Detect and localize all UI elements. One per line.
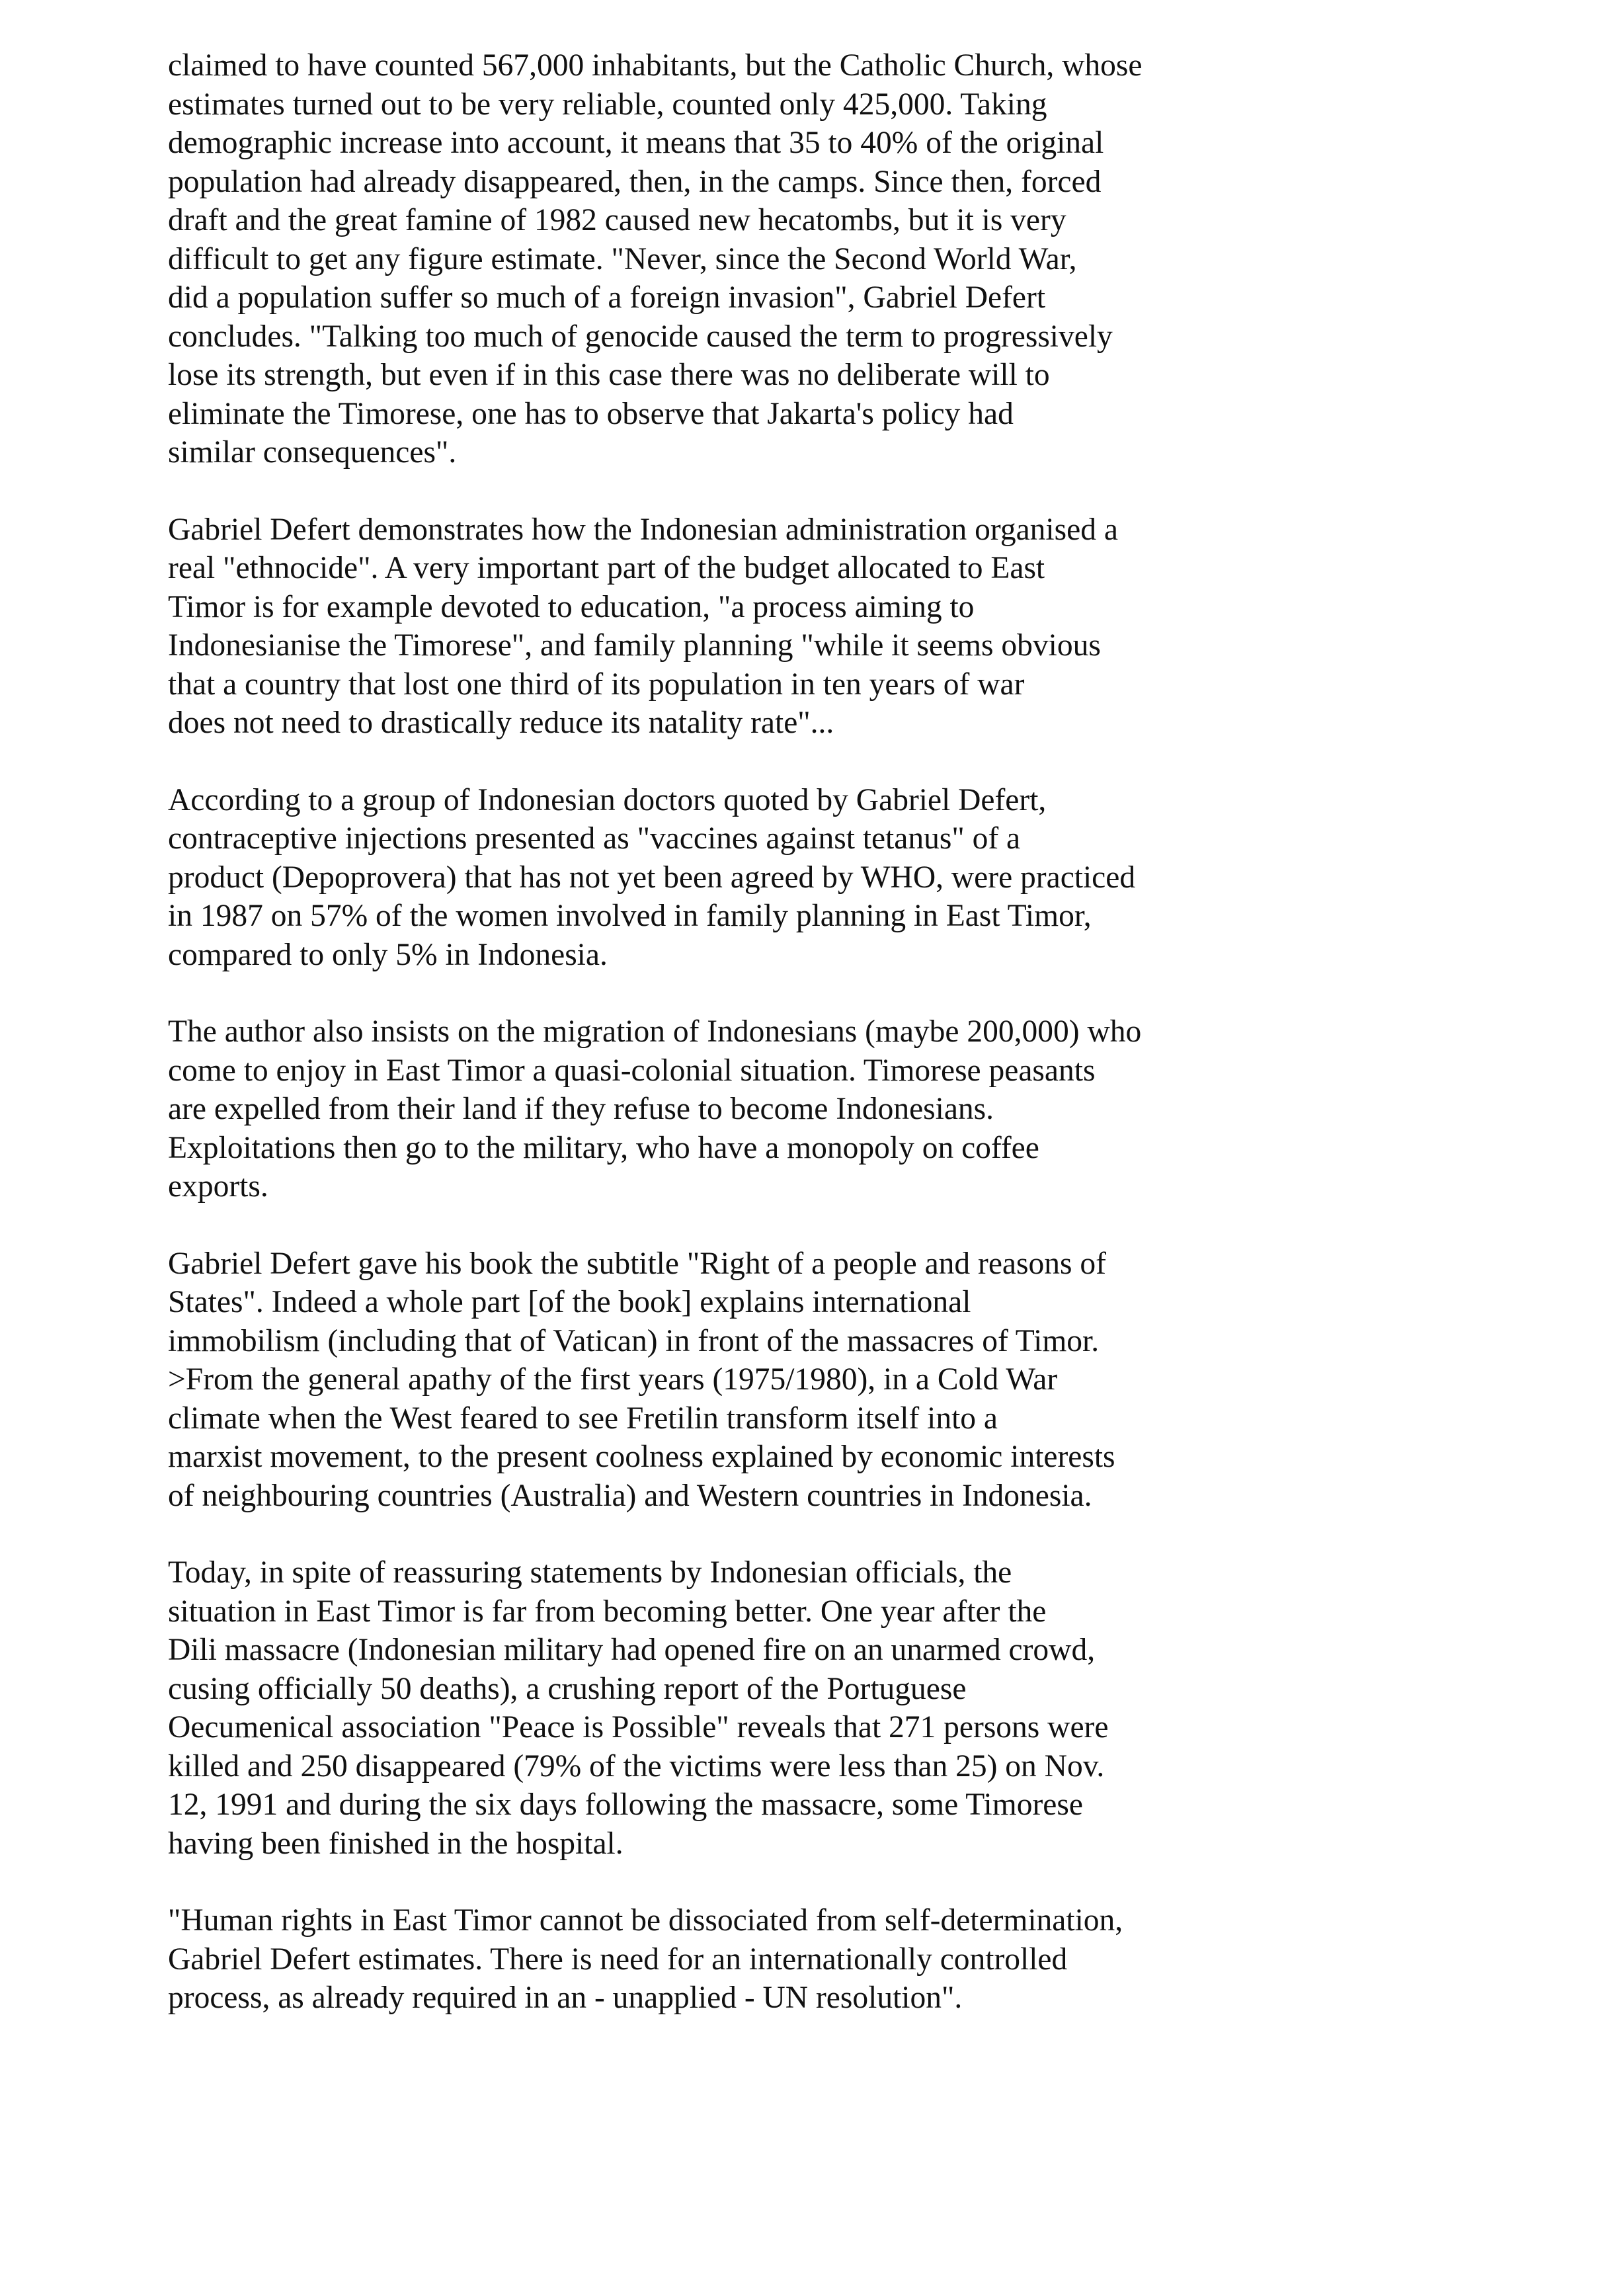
text-line: real "ethnocide". A very important part of the budget allocated to East <box>168 551 1045 585</box>
text-line: compared to only 5% in Indonesia. <box>168 937 608 972</box>
text-line: draft and the great famine of 1982 caused new hecatombs, but it is very <box>168 203 1066 237</box>
text-line: Timor is for example devoted to education, "a process aiming to <box>168 589 975 624</box>
text-line: in 1987 on 57% of the women involved in family planning in East Timor, <box>168 899 1092 933</box>
text-line: cusing officially 50 deaths), a crushing report of the Portuguese <box>168 1671 967 1706</box>
text-line: Today, in spite of reassuring statements by Indonesian officials, the <box>168 1555 1012 1590</box>
text-line: situation in East Timor is far from becoming better. One year after the <box>168 1594 1047 1629</box>
paragraph <box>168 1245 1490 1516</box>
text-line: demographic increase into account, it means that 35 to 40% of the original <box>168 126 1104 160</box>
text-line: that a country that lost one third of its population in ten years of war <box>168 667 1025 702</box>
text-line: concludes. "Talking too much of genocide caused the term to progressively <box>168 319 1113 354</box>
text-line: are expelled from their land if they refuse to become Indonesians. <box>168 1092 994 1126</box>
text-line: killed and 250 disappeared (79% of the victims were less than 25) on Nov. <box>168 1748 1105 1784</box>
text-line: Gabriel Defert demonstrates how the Indonesian administration organised a <box>168 512 1118 547</box>
text-line: immobilism (including that of Vatican) in front of the massacres of Timor. <box>168 1323 1100 1358</box>
text-line: claimed to have counted 567,000 inhabitants, but the Catholic Church, whose <box>168 48 1143 83</box>
text-line: Dili massacre (Indonesian military had opened fire on an unarmed crowd, <box>168 1633 1096 1667</box>
text-line: lose its strength, but even if in this case there was no deliberate will to <box>168 358 1050 392</box>
text-line: Indonesianise the Timorese", and family planning "while it seems obvious <box>168 628 1101 663</box>
text-line: does not need to drastically reduce its natality rate"... <box>168 706 834 740</box>
text-line: difficult to get any figure estimate. "Never, since the Second World War, <box>168 241 1077 276</box>
text-line: did a population suffer so much of a foreign invasion", Gabriel Defert <box>168 280 1046 315</box>
text-line: contraceptive injections presented as "vaccines against tetanus" of a <box>168 821 1021 856</box>
text-line: Gabriel Defert gave his book the subtitle "Right of a people and reasons of <box>168 1246 1106 1281</box>
text-line: eliminate the Timorese, one has to observe that Jakarta's policy had <box>168 396 1014 431</box>
paragraph <box>168 511 1490 743</box>
text-line: Oecumenical association "Peace is Possible" reveals that 271 persons were <box>168 1710 1109 1744</box>
text-line: marxist movement, to the present coolness explained by economic interests <box>168 1440 1115 1474</box>
text-line: estimates turned out to be very reliable, counted only 425,000. Taking <box>168 87 1047 122</box>
text-line: population had already disappeared, then, in the camps. Since then, forced <box>168 164 1102 199</box>
paragraph <box>168 781 1490 975</box>
text-line: exports. <box>168 1169 268 1204</box>
paragraph <box>168 1553 1490 1863</box>
text-line: The author also insists on the migration of Indonesians (maybe 200,000) who <box>168 1014 1142 1049</box>
text-line: States". Indeed a whole part [of the book] explains international <box>168 1285 971 1319</box>
text-line: Exploitations then go to the military, who have a monopoly on coffee <box>168 1130 1039 1165</box>
text-line: >From the general apathy of the first years (1975/1980), in a Cold War <box>168 1362 1058 1397</box>
text-line: product (Depoprovera) that has not yet been agreed by WHO, were practiced <box>168 860 1136 895</box>
text-line: come to enjoy in East Timor a quasi-colonial situation. Timorese peasants <box>168 1053 1096 1088</box>
text-line: Gabriel Defert estimates. There is need for an internationally controlled <box>168 1942 1068 1977</box>
paragraph <box>168 1901 1490 2018</box>
text-line: of neighbouring countries (Australia) and Western countries in Indonesia. <box>168 1478 1092 1513</box>
text-line: According to a group of Indonesian doctors quoted by Gabriel Defert, <box>168 782 1047 817</box>
text-line: "Human rights in East Timor cannot be dissociated from self-determination, <box>168 1903 1123 1938</box>
paragraph <box>168 46 1490 472</box>
text-line: having been finished in the hospital. <box>168 1826 623 1861</box>
text-line: similar consequences". <box>168 435 457 470</box>
text-line: 12, 1991 and during the six days following the massacre, some Timorese <box>168 1787 1083 1822</box>
text-line: process, as already required in an - unapplied - UN resolution". <box>168 1981 963 2015</box>
text-line: climate when the West feared to see Fretilin transform itself into a <box>168 1401 998 1436</box>
paragraph <box>168 1012 1490 1206</box>
body-text <box>168 46 1490 2056</box>
